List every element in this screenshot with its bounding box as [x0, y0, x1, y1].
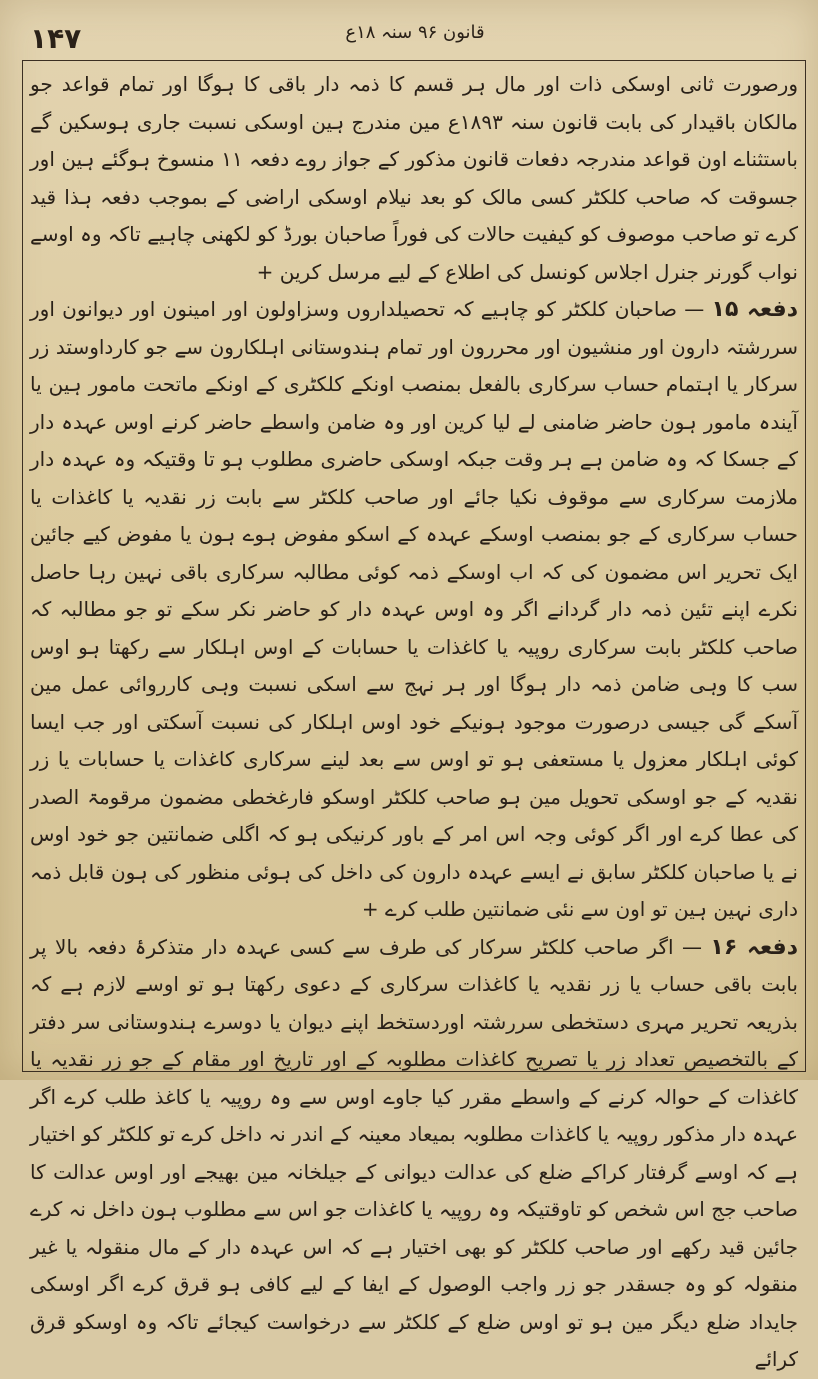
paragraph-text: — صاحبان کلکٹر کو چاہیے کہ تحصیلداروں وسزاولون اور امینون اور دیوانون اور سررشتہ دارون اور منشیون اور محررون اور تمام ہندوستانی اہلکارون سے جو کارداوستد زر سرکار یا اہتمام حساب سرکاری بالفعل بمنصب اونکے کلکٹری کے اونکے ماتحت مامور ہین یا آیندہ مامور ہون حاضر ضامنی لے لیا کرین اور وہ ضامن واسطے حاضر کرنے اوس عہدہ دار کے جسکا کہ وہ ضامن ہے ہر وقت جبکہ اوسکی حاضری مطلوب ہو تا وقتیکہ وہ عہدہ دار ملازمت سرکاری سے موقوف نکیا جائے اور صاحب کلکٹر سے بابت زر نقدیہ یا کاغذات یا حساب سرکاری کے جو بمنصب اوسکے عہدہ کے اسکو مفوض ہوے ہون یا مفوض کیے جائین ایک تحریر اس مضمون کی کہ اب اوسکے ذمہ کوئی مطالبہ سرکاری باقی نہین رہا حاصل نکرے اپنے تئین ذمہ دار گردانے اگر وہ اوس عہدہ دار کو حاضر نکر سکے تو جو مطالبہ کہ صاحب کلکٹر بابت سرکاری روپیہ یا کاغذات یا حسابات کے اوس اہلکار سے رکھتا ہو اوس سب کا وہی ضامن ذمہ دار ہوگا اور ہر نہج سے اسکی نسبت وہی کارروائی عمل مین آسکے گی جیسی درصورت موجود ہونیکے خود اوس اہلکار کی نسبت آسکتی اور جب ایسا کوئی اہلکار معزول یا مستعفی ہو تو اوس سے بعد لینے سرکاری کاغذات یا حسابات یا زر نقدیہ کے جو اوسکی تحویل مین ہو صاحب کلکٹر اوسکو فارغخطی مضمون مرقومۃ الصدر کی عطا کرے اور اگر کوئی وجہ اس امر کے باور کرنیکی ہو کہ اگلی ضمانتین جو خود اوس نے یا صاحبان کلکٹر سابق نے ایسے عہدہ دارون کی داخل کی ہوئی منظور کی ہون قابل ذمہ داری نہین ہین تو اون سے نئی ضمانتین طلب کرے +	[30, 297, 798, 921]
body-text	[30, 66, 798, 1379]
page-header	[0, 8, 818, 58]
section-label: دفعہ ۱۵	[711, 297, 799, 322]
paragraph-continued	[30, 66, 798, 291]
paragraph-text: — اگر صاحب کلکٹر سرکار کی طرف سے کسی عہدہ دار متذکرۂ دفعہ بالا پر بابت باقی حساب یا زر نقدیہ یا کاغذات سرکاری کے دعوی رکھتا ہو تو اوسے لازم ہے کہ بذریعہ تحریر مہری دستخطی سررشتہ اوردستخط اپنے دیوان یا دوسرے ہندوستانی سر دفتر کے بالتخصیص تعداد زر یا تصریح کاغذات مطلوبہ کے اور تاریخ اور مقام کے جو زر نقدیہ یا کاغذات کے حوالہ کرنے کے واسطے مقرر کیا جاوے اوس سے وہ روپیہ یا کاغذ طلب کرے اگر عہدہ دار مذکور روپیہ یا کاغذات مطلوبہ بمیعاد معینہ کے اندر نہ داخل کرے تو کلکٹر کو اختیار ہے کہ اوسے گرفتار کراکے ضلع کی عدالت دیوانی کے جیلخانہ مین بھیجے اور اوس عدالت کا صاحب جج اس شخص کو تاوقتیکہ وہ روپیہ یا کاغذات جو اس سے مطلوب ہون داخل نہ کرے جائین قید رکھے اور صاحب کلکٹر کو بھی اختیار ہے کہ اس عہدہ دار کے مال منقولہ یا غیر منقولہ کو وہ جسقدر جو زر واجب الوصول کے ایفا کے لیے کافی ہو قرق کرے اگر اوسکی جایداد ضلع دیگر مین ہو تو اوس ضلع کے کلکٹر سے درخواست کیجائے تاکہ وہ اوسکو قرق کرائے	[30, 934, 798, 1371]
section-label: دفعہ ۱۶	[710, 934, 799, 960]
page-number: ۱۴۷	[30, 22, 82, 55]
paragraph-text: ورصورت ثانی اوسکی ذات اور مال ہر قسم کا ذمہ دار باقی کا ہوگا اور تمام قواعد جو مالکان باقیدار کی بابت قانون سنہ ۱۸۹۳ع مین مندرج ہین اوسکی نسبت جاری ہوسکین گے باستثناے اون قواعد مندرجہ دفعات قانون مذکور کے جواز روے دفعہ ۱۱ منسوخ ہوگئے ہین اور جسوقت کہ صاحب کلکٹر کسی مالک کو بعد نیلام اوسکی اراضی کے بموجب دفعہ ہذا قید کرے تو صاحب موصوف کو کیفیت حالات کی فوراً صاحبان بورڈ کو لکھنی چاہیے تاکہ وہ اوسے نواب گورنر جنرل اجلاس کونسل کی اطلاع کے لیے مرسل کرین +	[30, 72, 798, 284]
paragraph-section-16	[30, 929, 798, 1379]
paragraph-section-15	[30, 291, 798, 929]
running-title: قانون ۹۶ سنہ ۱۸ع	[345, 22, 485, 43]
